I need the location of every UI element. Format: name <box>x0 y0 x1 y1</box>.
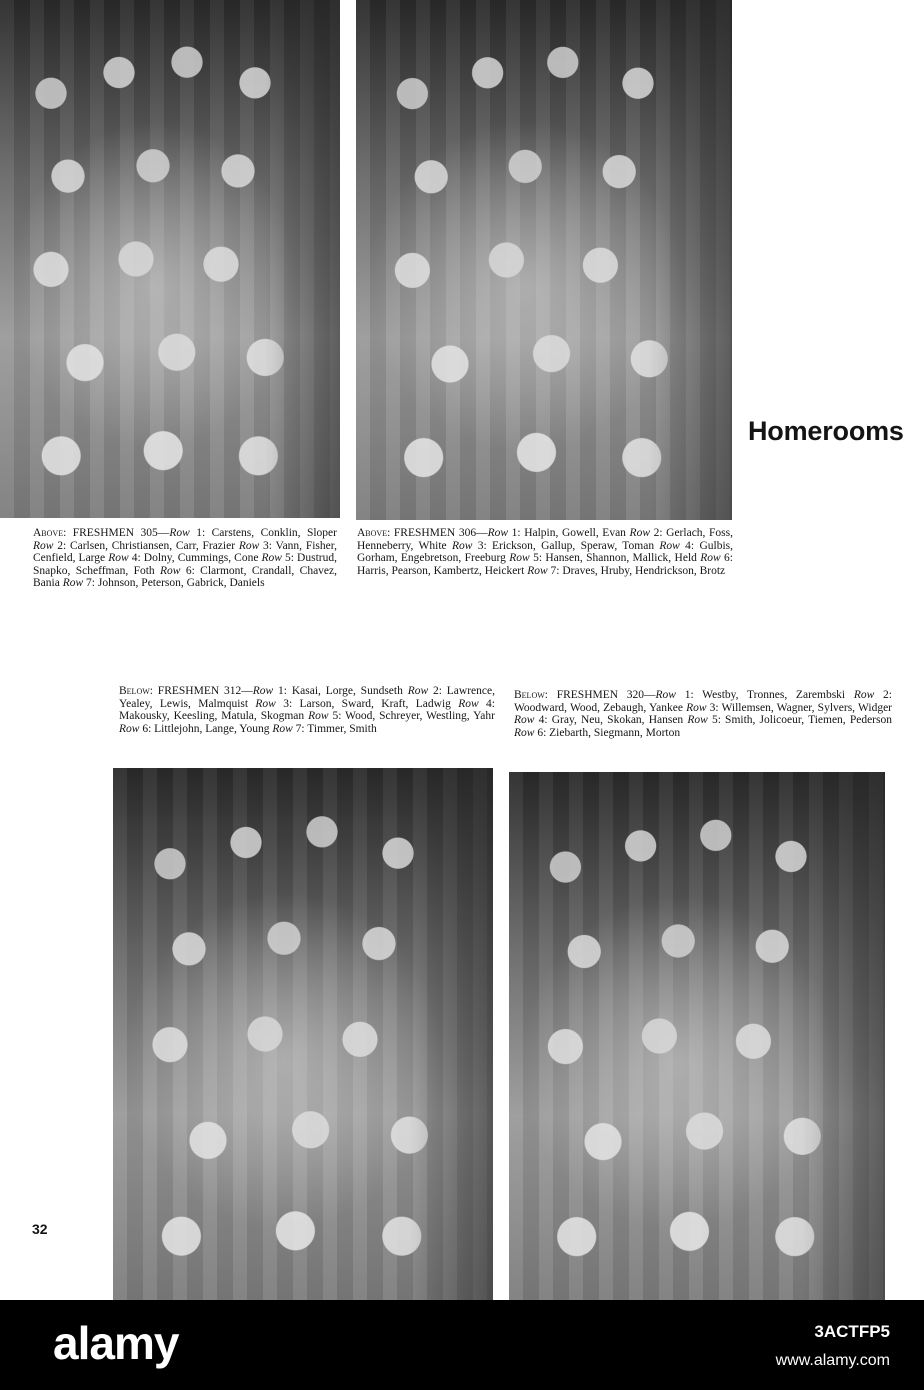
page-heading: Homerooms <box>748 416 904 446</box>
stock-url: www.alamy.com <box>775 1352 890 1369</box>
photo-freshmen-306 <box>356 0 732 520</box>
caption-lead: Above: <box>357 527 391 539</box>
photo-freshmen-305 <box>0 0 340 518</box>
caption-freshmen-320: Below: FRESHMEN 320—Row 1: Westby, Tronnes, Zarembski Row 2: Woodward, Wood, Zebaugh, Yankee Row 3: Willemsen, Wagner, Sylvers, Widger Row 4: Gray, Neu, Skokan, Hansen Row 5: Smith, Jolicoeur, Tiemen, Pederson Row 6: Ziebarth, Siegmann, Morton <box>514 689 892 739</box>
page-number: 32 <box>32 1221 48 1237</box>
caption-freshmen-306: Above: FRESHMEN 306—Row 1: Halpin, Gowell, Evan Row 2: Gerlach, Foss, Henneberry, White Row 3: Erickson, Gallup, Speraw, Toman Row 4: Gulbis, Gorham, Engebretson, Freeburg Row 5: Hansen, Shannon, Mallick, Held Row 6: Harris, Pearson, Kambertz, Heickert Row 7: Draves, Hruby, Hendrickson, Brotz <box>357 527 733 577</box>
photo-freshmen-320 <box>509 772 885 1300</box>
caption-lead: Below: <box>514 689 548 701</box>
caption-freshmen-305: Above: FRESHMEN 305—Row 1: Carstens, Conklin, Sloper Row 2: Carlsen, Christiansen, Carr, Frazier Row 3: Vann, Fisher, Cenfield, Large Row 4: Dolny, Cummings, Cone Row 5: Dustrud, Snapko, Scheffman, Foth Row 6: Clarmont, Crandall, Chavez, Bania Row 7: Johnson, Peterson, Gabrick, Daniels <box>33 527 338 590</box>
stock-image-id: 3ACTFP5 <box>814 1322 890 1341</box>
caption-lead: Below: <box>119 685 153 697</box>
photo-freshmen-312 <box>113 768 493 1300</box>
stock-logo: alamy <box>53 1317 179 1369</box>
caption-lead: Above: <box>33 527 67 539</box>
caption-freshmen-312: Below: FRESHMEN 312—Row 1: Kasai, Lorge, Sundseth Row 2: Lawrence, Yealey, Lewis, Malmquist Row 3: Larson, Sward, Kraft, Ladwig Row 4: Makousky, Keesling, Matula, Skogman Row 5: Wood, Schreyer, Westling, Yahr Row 6: Littlejohn, Lange, Young Row 7: Timmer, Smith <box>119 685 495 735</box>
